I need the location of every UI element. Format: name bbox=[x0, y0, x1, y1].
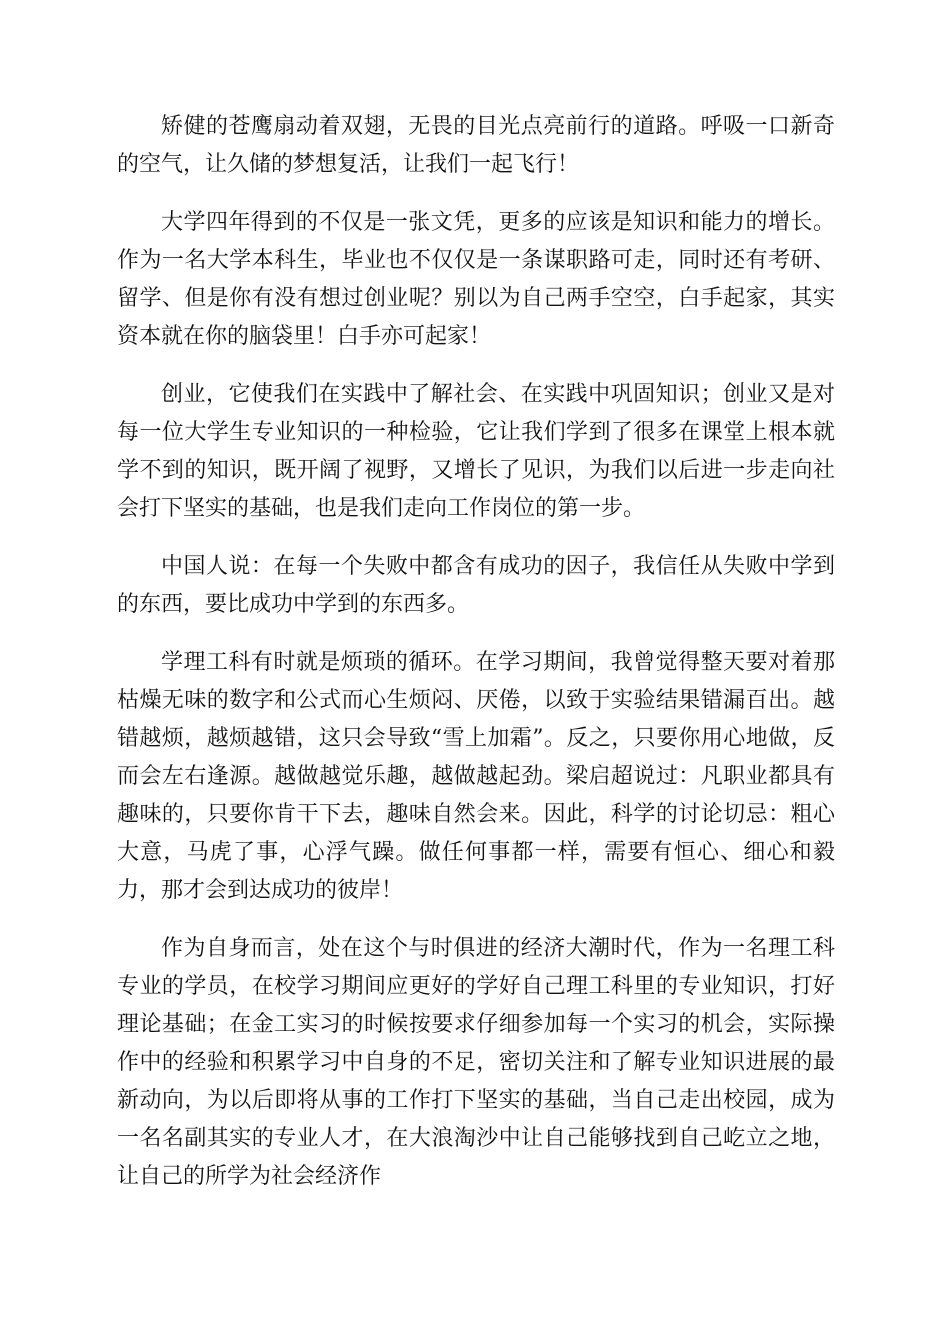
paragraph: 中国人说：在每一个失败中都含有成功的因子，我信任从失败中学到的东西，要比成功中学到的东西多。 bbox=[117, 554, 835, 617]
paragraph: 作为自身而言，处在这个与时俱进的经济大潮时代，作为一名理工科专业的学员，在校学习期间应更好的学好自己理工科里的专业知识，打好理论基础；在金工实习的时候按要求仔细参加每一个实习的机会，实际操作中的经验和积累学习中自身的不足，密切关注和了解专业知识进展的最新动向，为以后即将从事的工作打下坚实的基础，当自己走出校园，成为一名名副其实的专业人才，在大浪淘沙中让自己能够找到自己屹立之地，让自己的所学为社会经济作 bbox=[117, 936, 835, 1189]
document-body bbox=[117, 108, 835, 1216]
paragraph: 学理工科有时就是烦琐的循环。在学习期间，我曾觉得整天要对着那枯燥无味的数字和公式而心生烦闷、厌倦，以致于实验结果错漏百出。越错越烦，越烦越错，这只会导致“雪上加霜”。反之，只要你用心地做，反而会左右逢源。越做越觉乐趣，越做越起劲。梁启超说过：凡职业都具有趣味的，只要你肯干下去，趣味自然会来。因此，科学的讨论切忌：粗心大意，马虎了事，心浮气躁。做任何事都一样，需要有恒心、细心和毅力，那才会到达成功的彼岸！ bbox=[117, 650, 835, 903]
paragraph: 矫健的苍鹰扇动着双翅，无畏的目光点亮前行的道路。呼吸一口新奇的空气，让久储的梦想复活，让我们一起飞行！ bbox=[117, 114, 835, 177]
paragraph: 大学四年得到的不仅是一张文凭，更多的应该是知识和能力的增长。作为一名大学本科生，毕业也不仅仅是一条谋职路可走，同时还有考研、留学、但是你有没有想过创业呢？别以为自己两手空空，白手起家，其实资本就在你的脑袋里！白手亦可起家！ bbox=[117, 210, 835, 349]
paragraph: 创业，它使我们在实践中了解社会、在实践中巩固知识；创业又是对每一位大学生专业知识的一种检验，它让我们学到了很多在课堂上根本就学不到的知识，既开阔了视野，又增长了见识，为我们以后进一步走向社会打下坚实的基础，也是我们走向工作岗位的第一步。 bbox=[117, 382, 835, 521]
